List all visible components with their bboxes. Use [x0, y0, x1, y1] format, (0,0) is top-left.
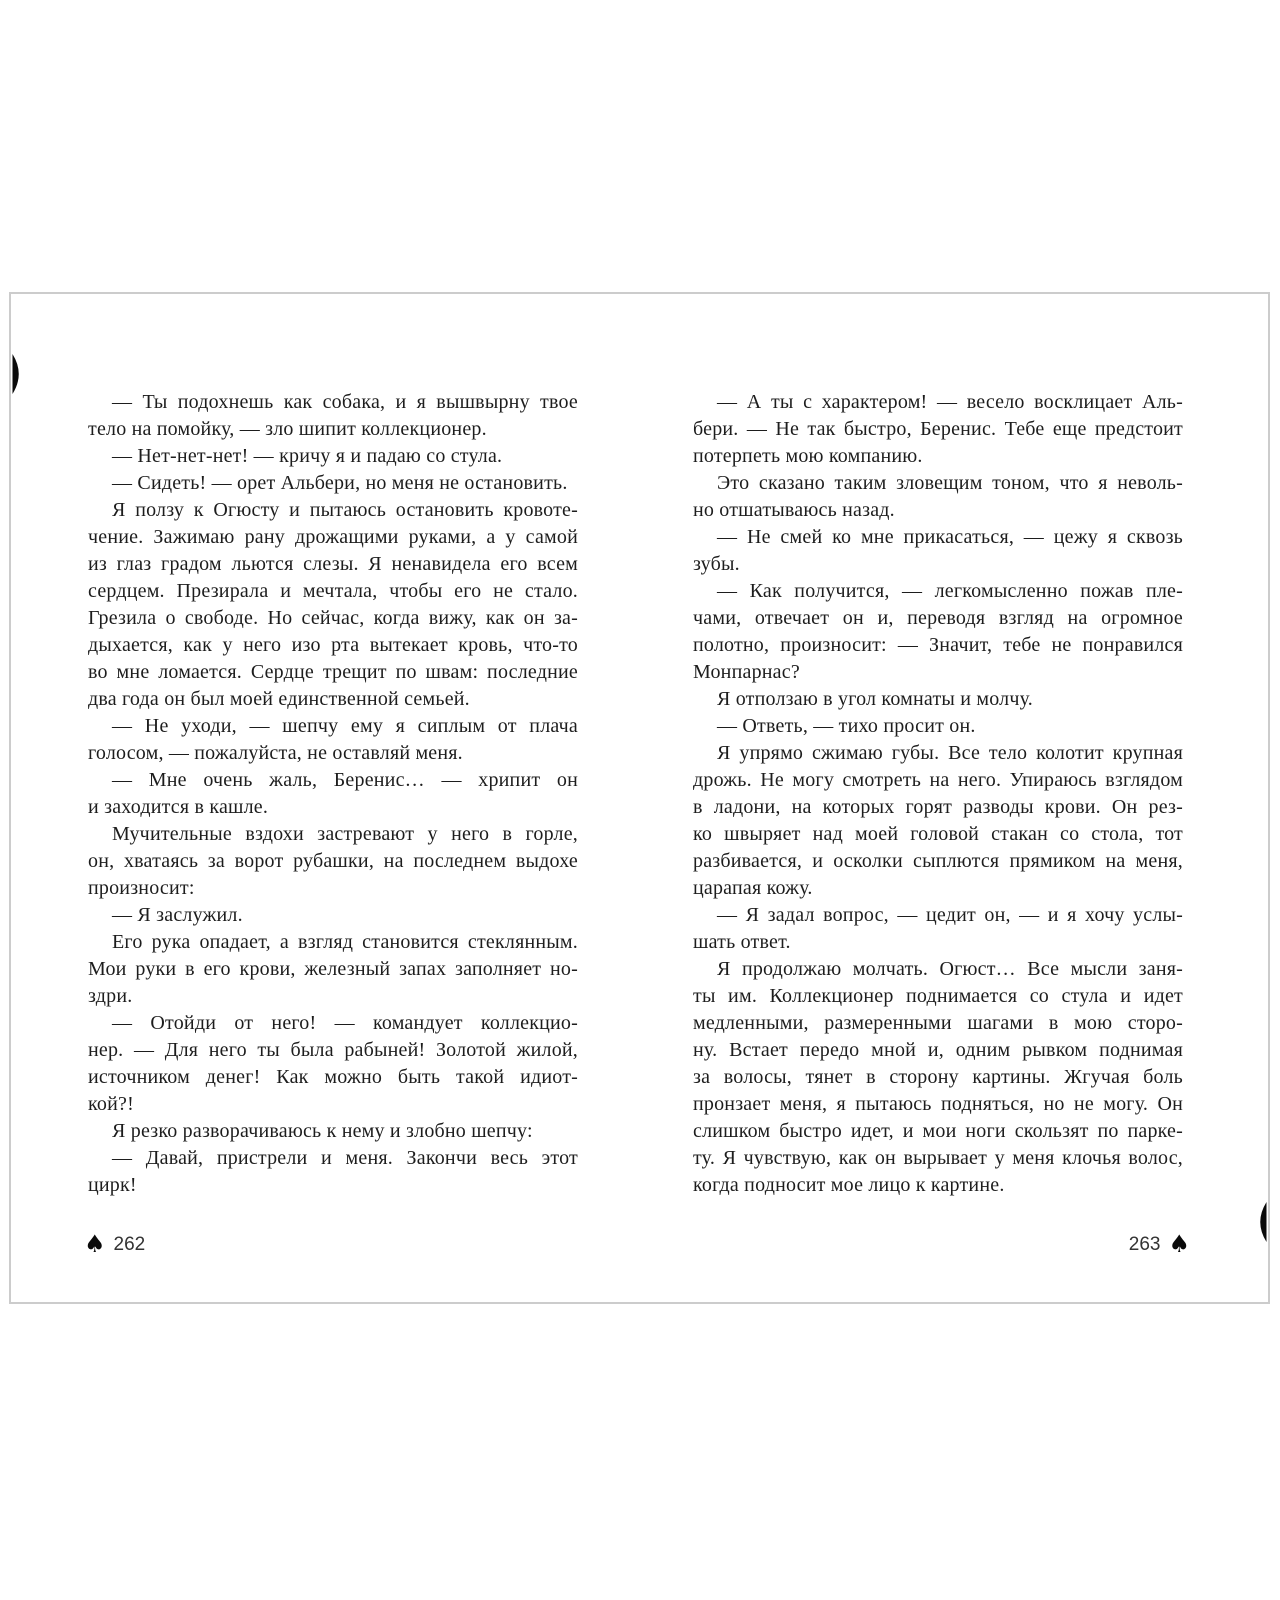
text-line: — Нет-нет-нет! — кричу я и падаю со стула.: [112, 445, 503, 467]
left-page-footer: [84, 1231, 145, 1259]
text-line: сердцем. Презирала и мечтала, чтобы его не стало.: [88, 580, 578, 602]
text-line: — Не уходи, — шепчу ему я сиплым от плача: [112, 715, 578, 737]
text-line: цирк!: [88, 1174, 137, 1196]
text-line: во мне ломается. Сердце трещит по швам: последние: [88, 661, 578, 683]
text-line: ты им. Коллекционер поднимается со стула и идет: [693, 985, 1183, 1007]
text-line: дрожь. Не могу смотреть на него. Упираюсь взглядом: [693, 769, 1183, 791]
text-line: дыхается, как у него изо рта вытекает кровь, что-то: [88, 634, 578, 656]
paragraph: [693, 389, 1183, 470]
right-page-text: [693, 389, 1183, 1199]
text-line: голосом, — пожалуйста, не оставляй меня.: [88, 742, 463, 764]
text-line: чение. Зажимаю рану дрожащими руками, а у самой: [88, 526, 578, 548]
text-line: — Ответь, — тихо просит он.: [717, 715, 976, 737]
text-line: когда подносит мое лицо к картине.: [693, 1174, 1005, 1196]
paragraph: [693, 956, 1183, 1199]
paragraph: [88, 1010, 578, 1118]
text-line: Мучительные вздохи застревают у него в горле,: [112, 823, 578, 845]
text-line: Монпарнас?: [693, 661, 800, 683]
text-line: — Не смей ко мне прикасаться, — цежу я сквозь: [717, 526, 1183, 548]
text-line: здри.: [88, 985, 133, 1007]
text-line: два года он был моей единственной семьей.: [88, 688, 470, 710]
text-line: слишком быстро идет, и мои ноги скользят по парке-: [693, 1120, 1183, 1142]
text-line: — А ты с характером! — весело восклицает Аль-: [717, 391, 1183, 413]
text-line: потерпеть мою компанию.: [693, 445, 923, 467]
text-line: — Я задал вопрос, — цедит он, — и я хочу услы-: [717, 904, 1183, 926]
paragraph: [693, 740, 1183, 902]
text-line: тело на помойку, — зло шипит коллекционер.: [88, 418, 487, 440]
text-line: Его рука опадает, а взгляд становится стеклянным.: [112, 931, 578, 953]
right-page-footer: [1129, 1231, 1190, 1259]
paragraph: [693, 713, 1183, 740]
text-line: Я отползаю в угол комнаты и молчу.: [717, 688, 1033, 710]
paragraph: [88, 1118, 578, 1145]
paragraph: [88, 902, 578, 929]
text-line: пронзает меня, я пытаюсь подняться, но не могу. Он: [693, 1093, 1183, 1115]
text-line: из глаз градом льются слезы. Я ненавидела его всем: [88, 553, 578, 575]
text-line: — Сидеть! — орет Альбери, но меня не остановить.: [112, 472, 568, 494]
text-line: за волосы, тянет в сторону картины. Жгучая боль: [693, 1066, 1183, 1088]
text-line: Я упрямо сжимаю губы. Все тело колотит крупная: [717, 742, 1183, 764]
text-line: — Давай, пристрели и меня. Закончи весь этот: [112, 1147, 578, 1169]
text-line: Грезила о свободе. Но сейчас, когда вижу, как он за-: [88, 607, 578, 629]
book-spread-sheet: [9, 292, 1270, 1304]
paragraph: [88, 443, 578, 470]
text-line: нер. — Для него ты была рабыней! Золотой жилой,: [88, 1039, 578, 1061]
text-line: Мои руки в его крови, железный запах заполняет но-: [88, 958, 578, 980]
left-page-text: [88, 389, 578, 1199]
text-line: но отшатываюсь назад.: [693, 499, 895, 521]
text-line: произносит:: [88, 877, 195, 899]
paragraph: [88, 497, 578, 713]
text-line: бери. — Не так быстро, Беренис. Тебе еще предстоит: [693, 418, 1183, 440]
spade-icon: ♠: [84, 1230, 106, 1258]
paragraph: [88, 1145, 578, 1199]
paragraph: [88, 767, 578, 821]
text-line: Я резко разворачиваюсь к нему и злобно шепчу:: [112, 1120, 533, 1142]
paragraph: [88, 929, 578, 1010]
text-line: ну. Встает передо мной и, одним рывком поднимая: [693, 1039, 1183, 1061]
text-line: Я ползу к Огюсту и пытаюсь остановить кровоте-: [112, 499, 578, 521]
text-line: полотно, произносит: — Значит, тебе не понравился: [693, 634, 1183, 656]
text-line: Это сказано таким зловещим тоном, что я неволь-: [717, 472, 1183, 494]
paragraph: [88, 713, 578, 767]
paragraph: [693, 686, 1183, 713]
text-line: — Я заслужил.: [112, 904, 243, 926]
spade-icon: ♠: [1168, 1230, 1190, 1258]
text-line: в ладони, на которых горят разводы крови. Он рез-: [693, 796, 1183, 818]
paragraph: [88, 821, 578, 902]
paragraph: [88, 470, 578, 497]
text-line: — Как получится, — легкомысленно пожав пле-: [717, 580, 1183, 602]
text-line: медленными, размеренными шагами в мою сторо-: [693, 1012, 1183, 1034]
text-line: ту. Я чувствую, как он вырывает у меня клочья волос,: [693, 1147, 1183, 1169]
paragraph: [693, 470, 1183, 524]
paragraph: [693, 524, 1183, 578]
text-line: он, хватаясь за ворот рубашки, на последнем выдохе: [88, 850, 578, 872]
text-line: — Ты подохнешь как собака, и я вышвырну твое: [112, 391, 578, 413]
page-edge-mark-icon: [1256, 1202, 1267, 1242]
text-line: чами, отвечает он и, переводя взгляд на огромное: [693, 607, 1183, 629]
text-line: ко швыряет над моей головой стакан со стола, тот: [693, 823, 1183, 845]
text-line: разбивается, и осколки сыплются прямиком на меня,: [693, 850, 1183, 872]
text-line: и заходится в кашле.: [88, 796, 269, 818]
page-number: 262: [113, 1234, 146, 1255]
text-line: кой?!: [88, 1093, 134, 1115]
paragraph: [88, 389, 578, 443]
paragraph: [693, 902, 1183, 956]
text-line: Я продолжаю молчать. Огюст… Все мысли заня-: [717, 958, 1183, 980]
text-line: — Отойди от него! — командует коллекцио-: [112, 1012, 578, 1034]
page-edge-mark-icon: [12, 354, 23, 394]
text-line: царапая кожу.: [693, 877, 813, 899]
text-line: зубы.: [693, 553, 740, 575]
text-line: — Мне очень жаль, Беренис… — хрипит он: [112, 769, 578, 791]
text-line: шать ответ.: [693, 931, 791, 953]
text-line: источником денег! Как можно быть такой идиот-: [88, 1066, 578, 1088]
page-number: 263: [1128, 1234, 1161, 1255]
paragraph: [693, 578, 1183, 686]
